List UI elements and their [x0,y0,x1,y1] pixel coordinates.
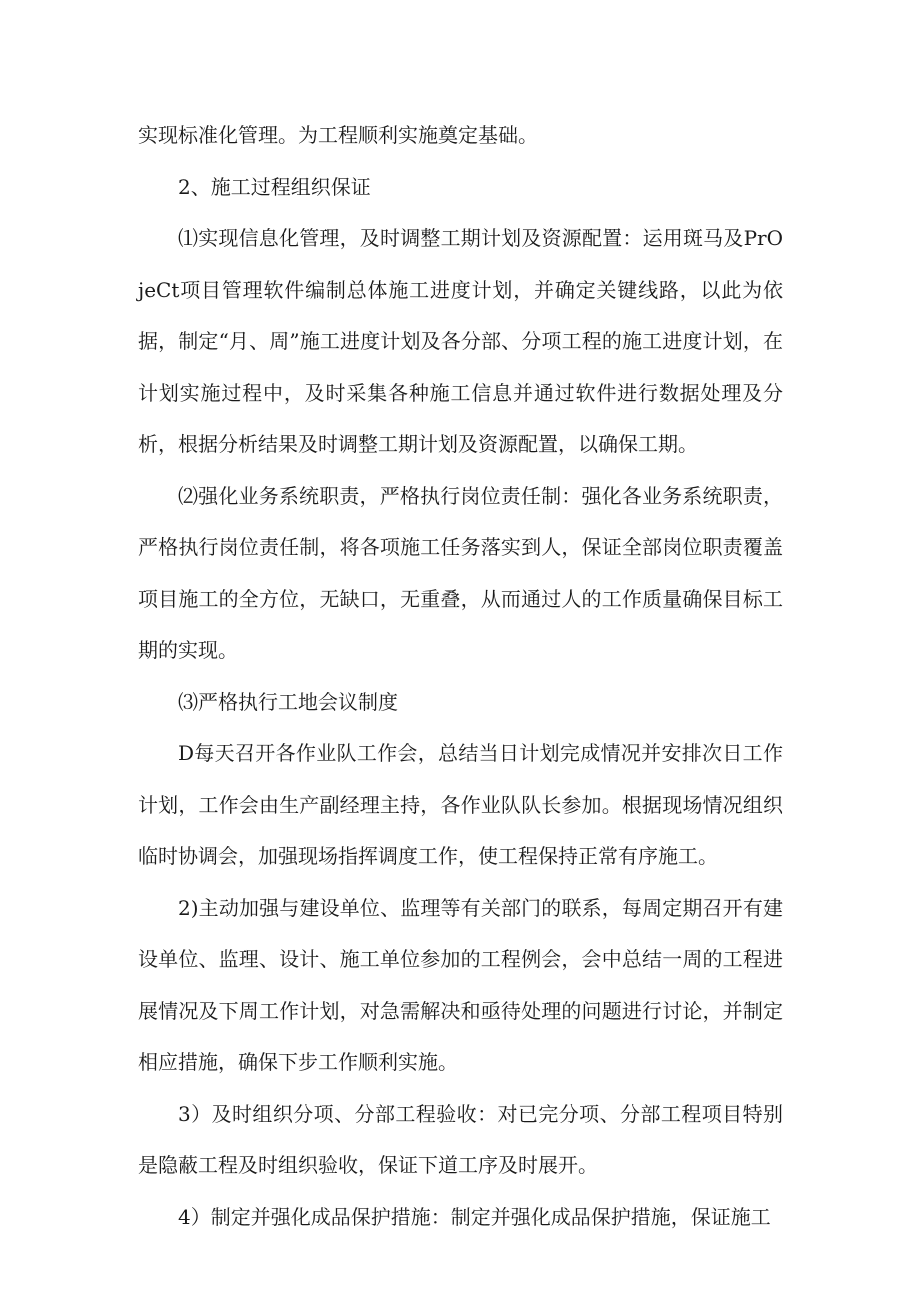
paragraph-item-2: ⑵强化业务系统职责，严格执行岗位责任制：强化各业务系统职责，严格执行岗位责任制，将各项施工任务落实到人，保证全部岗位职责覆盖项目施工的全方位，无缺口，无重叠，从而通过人的工作质量确保目标工期的实现。 [138,483,783,662]
paragraph-item-3-heading: ⑶严格执行工地会议制度 [178,689,398,714]
paragraph-subitem-2: 2)主动加强与建设单位、监理等有关部门的联系，每周定期召开有建设单位、监理、设计、施工单位参加的工程例会，会中总结一周的工程进展情况及下周工作计划，对急需解决和亟待处理的问题进行讨论，并制定相应措施，确保下步工作顺利实施。 [138,895,783,1074]
paragraph-continuation: 实现标准化管理。为工程顺利实施奠定基础。 [138,123,538,147]
paragraph-subitem-3: 3）及时组织分项、分部工程验收：对已完分项、分部工程项目特别是隐蔽工程及时组织验收，保证下道工序及时展开。 [138,1101,783,1177]
paragraph-subitem-1: D每天召开各作业队工作会，总结当日计划完成情况并安排次日工作计划，工作会由生产副经理主持，各作业队队长参加。根据现场情况组织临时协调会，加强现场指挥调度工作，使工程保持正常有序施工。 [138,741,783,868]
document-body [138,110,783,1243]
paragraph-subitem-4: 4）制定并强化成品保护措施：制定并强化成品保护措施，保证施工 [178,1204,771,1229]
section-heading: 2、施工过程组织保证 [178,174,371,199]
paragraph-item-1: ⑴实现信息化管理，及时调整工期计划及资源配置：运用斑马及PrOjeCt项目管理软件编制总体施工进度计划，并确定关键线路，以此为依据，制定“月、周”施工进度计划及各分部、分项工程的施工进度计划，在计划实施过程中，及时采集各种施工信息并通过软件进行数据处理及分析，根据分析结果及时调整工期计划及资源配置，以确保工期。 [138,226,783,456]
